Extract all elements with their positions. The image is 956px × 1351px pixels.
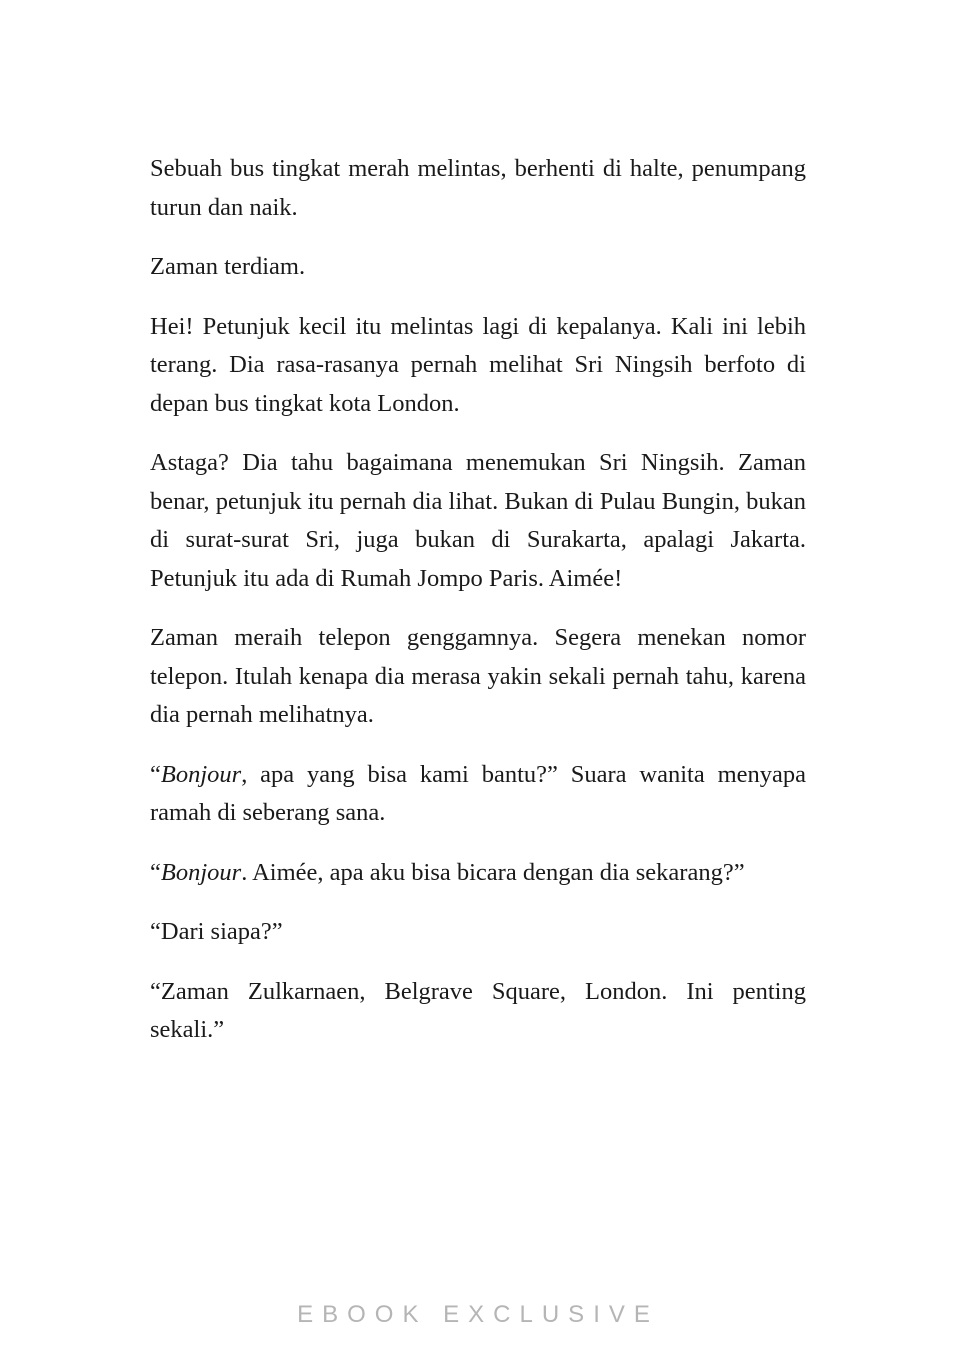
- paragraph: Astaga? Dia tahu bagaimana menemukan Sri Ningsih. Zaman benar, petunjuk itu pernah dia lihat. Bukan di Pulau Bungin, bukan di surat-surat Sri, juga bukan di Surakarta, apalagi Jakarta. Petunjuk itu ada di Rumah Jompo Paris. Aimée!: [150, 449, 806, 592]
- open-quote: “: [150, 760, 161, 788]
- paragraph: Zaman meraih telepon genggamnya. Segera menekan nomor telepon. Itulah kenapa dia merasa yakin sekali pernah tahu, karena dia pernah melihatnya.: [150, 624, 806, 728]
- paragraph: Hei! Petunjuk kecil itu melintas lagi di kepalanya. Kali ini lebih terang. Dia rasa-rasanya pernah melihat Sri Ningsih berfoto di depan bus tingkat kota London.: [150, 312, 806, 417]
- dialogue-text: , apa yang bisa kami bantu?” Suara wanita menyapa ramah di seberang sana.: [150, 760, 806, 826]
- dialogue-paragraph: “Zaman Zulkarnaen, Belgrave Square, London. Ini penting sekali.”: [150, 977, 806, 1043]
- dialogue-paragraph: “Dari siapa?”: [150, 918, 283, 945]
- open-quote: “: [150, 858, 161, 886]
- dialogue-paragraph: [150, 854, 806, 893]
- ebook-exclusive-footer: EBOOK EXCLUSIVE: [297, 1301, 659, 1328]
- paragraph: Sebuah bus tingkat merah melintas, berhenti di halte, penumpang turun dan naik.: [150, 155, 806, 221]
- dialogue-paragraph: [150, 756, 806, 833]
- page-body: [150, 150, 806, 1071]
- italic-greeting: Bonjour: [160, 858, 242, 886]
- dialogue-text: . Aimée, apa aku bisa bicara dengan dia sekarang?”: [241, 858, 745, 886]
- italic-greeting: Bonjour: [160, 760, 242, 788]
- paragraph: Zaman terdiam.: [150, 253, 306, 280]
